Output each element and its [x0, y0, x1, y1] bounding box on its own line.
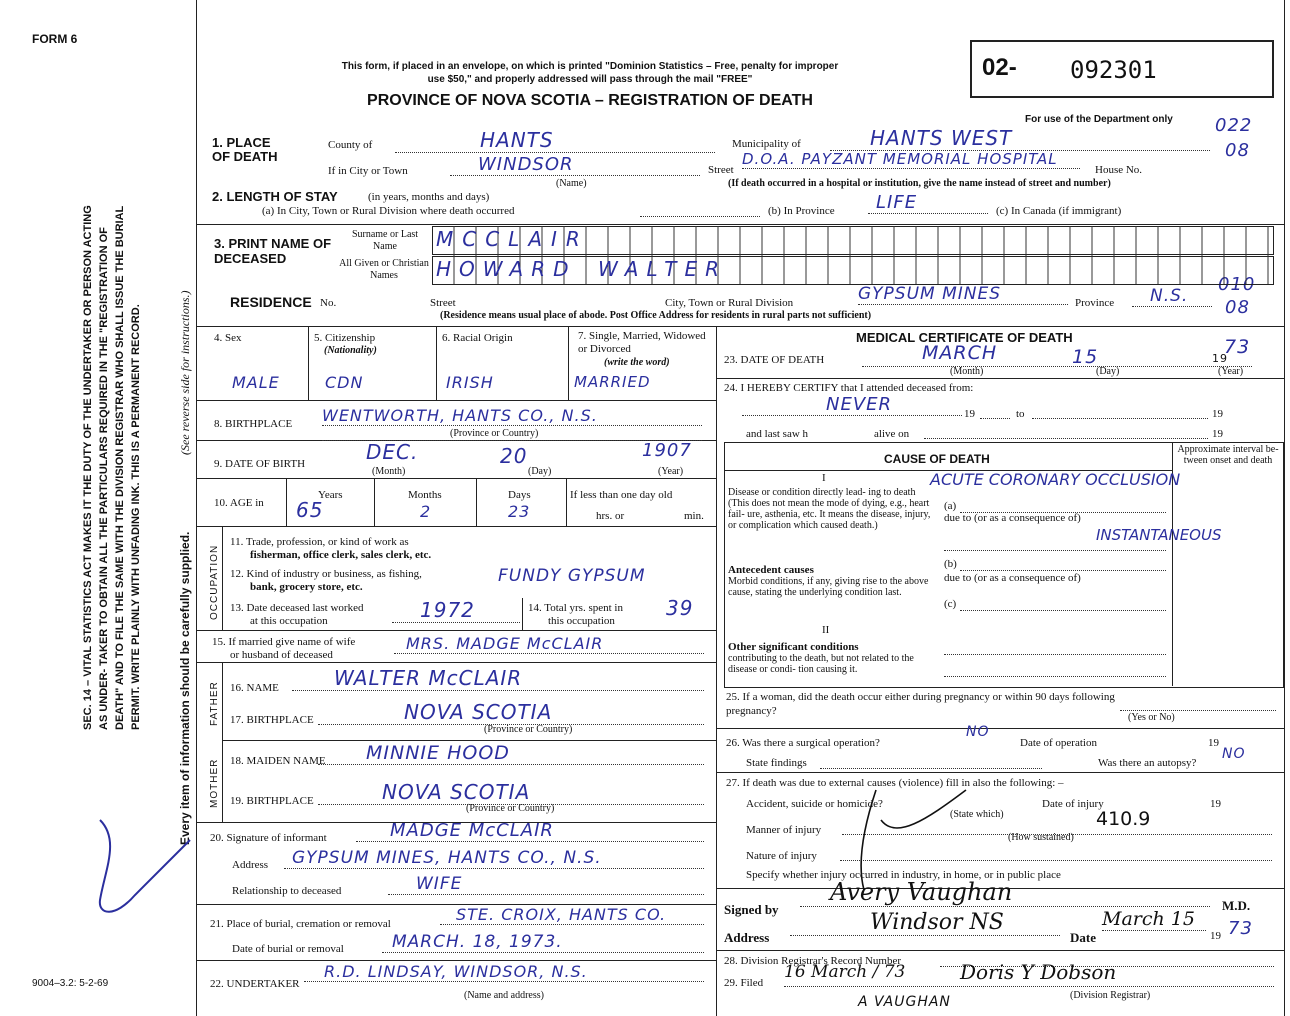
part2-label: II [822, 624, 830, 636]
form-number: FORM 6 [32, 32, 78, 46]
residence-hint: (Residence means usual place of abode. Post Office Address for residents in rural parts not sufficient) [440, 310, 872, 321]
place-of-death-label: 1. PLACE OF DEATH [212, 135, 278, 164]
county-value: HANTS [395, 128, 715, 153]
surname-label: Surname or Last Name [351, 229, 419, 252]
side-instructions: SEC. 14 – VITAL STATISTICS ACT MAKES IT THE DUTY OF THE UNDERTAKER OR PERSON ACTING AS UNDER- TAKER TO OBTAIN ALL THE PARTICULARS REQUIRED IN THE "REGISTRATION OF DEATH" AND TO FILE THE SAME WITH THE DIVISION REGISTRAR WHO SHALL ISSUE THE BURIAL PERMIT. WRITE PLAINLY WITH UNFADING INK. THIS IS A PERMANENT RECORD. [82, 205, 142, 730]
city-label: If in City or Town [328, 165, 408, 177]
cause-b-line [960, 570, 1166, 571]
stay-c-label: (c) In Canada (if immigrant) [996, 205, 1122, 217]
injury-date-label: Date of injury [1042, 798, 1104, 810]
dob-label: 9. DATE OF BIRTH [214, 458, 306, 470]
father-name-value: WALTER McCLAIR [292, 666, 704, 691]
cause-b-label: (b) [944, 558, 957, 570]
stay-b-label: (b) In Province [768, 205, 835, 217]
stay-hint: (in years, months and days) [368, 191, 490, 203]
mother-bp-hint: (Province or Country) [466, 803, 555, 814]
form-title: PROVINCE OF NOVA SCOTIA – REGISTRATION OF DEATH [367, 92, 813, 109]
medical-title: MEDICAL CERTIFICATE OF DEATH [856, 330, 1073, 345]
racial-label: 6. Racial Origin [442, 332, 513, 344]
burial-place: STE. CROIX, HANTS CO. [440, 905, 704, 925]
how-sustained-hint: (How sustained) [1008, 832, 1074, 843]
citizenship-label: 5. Citizenship [314, 332, 376, 344]
op-date-19: 19 [1208, 737, 1219, 749]
reg-prefix: 02- [982, 54, 1017, 81]
other-line-1 [944, 654, 1166, 655]
municipality-label: Municipality of [732, 138, 801, 150]
side-note-careful: Every item of information should be carefully supplied. [178, 531, 192, 845]
industry-value: FUNDY GYPSUM [498, 566, 646, 586]
name-hint: (Name) [556, 178, 587, 189]
other-label: contributing to the death, but not related to the disease or condi- tion causing it. [728, 653, 914, 675]
cause-a-value: ACUTE CORONARY OCCLUSION [930, 470, 1181, 489]
mother-bp-label: 19. BIRTHPLACE [230, 795, 314, 807]
alive-line [924, 438, 1208, 439]
attended-line-a [980, 418, 1010, 419]
burial-date-label: Date of burial or removal [232, 943, 344, 955]
other-title: Other significant conditions [728, 641, 859, 653]
father-name-label: 16. NAME [230, 682, 279, 694]
state-findings-line [820, 768, 1042, 769]
length-of-stay-label: 2. LENGTH OF STAY [212, 189, 338, 204]
accident-label: Accident, suicide or homicide? [746, 798, 883, 810]
stay-a-label: (a) In City, Town or Rural Division where death occurred [262, 205, 515, 217]
q25-line [1120, 710, 1276, 711]
residence-city-label: City, Town or Rural Division [665, 297, 794, 309]
relation-value: WIFE [388, 874, 704, 895]
q27-label: 27. If death was due to external causes (violence) fill in also the following: – [726, 777, 1064, 789]
mother-name-value: MINNIE HOOD [318, 742, 704, 765]
residence-street-label: Street [430, 297, 456, 309]
cert-date-label: Date [1070, 930, 1096, 945]
undertaker-hint: (Name and address) [464, 990, 544, 1001]
state-findings-label: State findings [746, 757, 807, 769]
age-label: 10. AGE in [214, 497, 264, 509]
marital-value: MARRIED [574, 373, 651, 391]
relation-label: Relationship to deceased [232, 885, 342, 897]
hrs-label: hrs. or [596, 510, 625, 522]
informant-signature: MADGE McCLAIR [356, 820, 704, 842]
residence-city-value: GYPSUM MINES [858, 284, 1068, 305]
trade-label: 11. Trade, profession, or kind of work as fisherman, office clerk, sales clerk, etc. [230, 536, 432, 561]
residence-no-label: No. [320, 297, 337, 309]
dob-year: 1907 [642, 440, 692, 461]
mother-name-label: 18. MAIDEN NAME [230, 755, 326, 767]
min-label: min. [684, 510, 704, 522]
attended-value: NEVER [742, 394, 962, 416]
surname-value: MCCLAIR [436, 227, 589, 251]
cause-a-due-line [944, 550, 1166, 551]
part1-label: I [822, 472, 826, 484]
racial-value: IRISH [446, 373, 494, 392]
informant-sig-label: 20. Signature of informant [210, 832, 327, 844]
given-name-2: WALTER [598, 257, 727, 281]
reg-number: 092301 [1070, 56, 1157, 84]
certify-label: 24. I HEREBY CERTIFY that I attended deceased from: [724, 382, 974, 394]
dept-note: For use of the Department only [1025, 114, 1173, 125]
interval-label: Approximate interval be- tween onset and death [1177, 444, 1279, 466]
print-code: 9004–3.2: 5-2-69 [32, 978, 109, 989]
q26-value: NO [966, 724, 990, 740]
dob-day: 20 [500, 444, 528, 468]
cause-c-label: (c) [944, 598, 957, 610]
occupation-side-label: OCCUPATION [209, 544, 220, 620]
marital-hint: (write the word) [604, 357, 670, 368]
dod-year: 73 [1224, 336, 1251, 358]
cert-date-year: 73 [1228, 918, 1253, 939]
residence-label: RESIDENCE [230, 294, 312, 310]
father-side-label: FATHER [209, 681, 220, 726]
dob-month: DEC. [366, 440, 419, 464]
birthplace-value: WENTWORTH, HANTS CO., N.S. [322, 406, 702, 426]
mother-side-label: MOTHER [209, 758, 220, 808]
dod-label: 23. DATE OF DEATH [724, 354, 825, 366]
spouse-label: 15. If married give name of wife or husband of deceased [212, 636, 356, 661]
last-worked-label: 13. Date deceased last worked at this occupation [230, 602, 364, 627]
signed-by-label: Signed by [724, 902, 779, 917]
cause-a-due: due to (or as a consequence of) [944, 512, 1081, 524]
name-label: 3. PRINT NAME OF DECEASED [214, 236, 332, 266]
cause-title: CAUSE OF DEATH [884, 452, 990, 466]
stay-b-value: LIFE [868, 192, 988, 214]
city-value: WINDSOR [450, 154, 700, 176]
burial-date: MARCH. 18, 1973. [382, 932, 704, 953]
father-bp-value: NOVA SCOTIA [318, 700, 704, 725]
attended-19-b: 19 [1212, 408, 1223, 420]
birthplace-label: 8. BIRTHPLACE [214, 418, 293, 430]
given-label: All Given or Christian Names [339, 258, 429, 281]
total-years-value: 39 [666, 596, 694, 620]
antecedent-label: Morbid conditions, if any, giving rise to the above cause, stating the underlying condition last. [728, 576, 929, 598]
dept-code-2: 08 [1225, 140, 1250, 161]
birthplace-hint: (Province or Country) [450, 428, 539, 439]
undertaker-value: R.D. LINDSAY, WINDSOR, N.S. [304, 962, 704, 982]
q25-label: 25. If a woman, did the death occur either during pregnancy or within 90 days following pregnancy? [726, 691, 1115, 717]
stay-a-line [640, 216, 760, 217]
residence-province-label: Province [1075, 297, 1115, 309]
margin-signature-mark [60, 800, 200, 930]
doctor-address: Windsor NS [790, 910, 1060, 936]
father-bp-label: 17. BIRTHPLACE [230, 714, 314, 726]
dept-code-1: 022 [1215, 115, 1253, 136]
informant-address: GYPSUM MINES, HANTS CO., N.S. [284, 848, 704, 869]
dod-day: 15 [1072, 346, 1099, 368]
dod-month: MARCH [922, 342, 998, 364]
industry-label: 12. Kind of industry or business, as fishing, bank, grocery store, etc. [230, 568, 422, 593]
alive-19: 19 [1212, 428, 1223, 440]
age-years-value: 65 [296, 498, 324, 522]
cause-c-line [960, 610, 1166, 611]
md-label: M.D. [1222, 898, 1251, 913]
dod-year-prefix: 19 [1212, 352, 1228, 365]
manner-code: 410.9 [1096, 808, 1151, 830]
age-days-value: 23 [508, 502, 531, 521]
undertaker-label: 22. UNDERTAKER [210, 978, 300, 990]
side-note-reverse: (See reverse side for instructions.) [178, 290, 192, 455]
q25-hint: (Yes or No) [1128, 712, 1175, 723]
specify-label: Specify whether injury occurred in industry, in home, or in public place [746, 869, 1061, 881]
cert-date-19: 19 [1210, 930, 1221, 942]
spouse-value: MRS. MADGE McCLAIR [394, 634, 704, 654]
total-years-label: 14. Total yrs. spent in this occupation [528, 602, 623, 627]
autopsy-value: NO [1222, 746, 1246, 762]
county-label: County of [328, 139, 373, 151]
registrar-hint: (Division Registrar) [1070, 990, 1151, 1001]
state-which-hint: (State which) [950, 809, 1004, 820]
dod-day-hint: (Day) [1096, 366, 1120, 377]
house-label: House No. [1095, 164, 1143, 176]
other-line-2 [944, 676, 1166, 677]
sex-value: MALE [232, 373, 280, 392]
last-worked-value: 1972 [392, 598, 520, 623]
doctor-address-label: Address [724, 930, 770, 945]
direct-label: Disease or condition directly lead- ing to death (This does not mean the mode of dying, e.g., heart fail- ure, asthenia, etc. It means the disease, injury, or complication which caused death.) [728, 487, 931, 531]
burial-place-label: 21. Place of burial, cremation or removal [210, 918, 391, 930]
op-date-label: Date of operation [1020, 737, 1097, 749]
marital-label: 7. Single, Married, Widowed or Divorced [578, 330, 706, 355]
registrar-signature: Doris Y Dobson [960, 960, 1117, 984]
age-years-label: Years [318, 489, 343, 501]
last-saw-label: and last saw h [746, 428, 809, 440]
age-days-label: Days [508, 489, 531, 501]
dob-year-hint: (Year) [658, 466, 684, 477]
dob-month-hint: (Month) [372, 466, 406, 477]
to-label: to [1016, 408, 1025, 420]
sex-label: 4. Sex [214, 332, 242, 344]
antecedent-title: Antecedent causes [728, 564, 814, 576]
street-value: D.O.A. PAYZANT MEMORIAL HOSPITAL [742, 150, 1080, 169]
nature-label: Nature of injury [746, 850, 817, 862]
age-months-label: Months [408, 489, 442, 501]
signed-by-value: Avery Vaughan [800, 878, 1210, 907]
given-name-1: HOWARD [436, 257, 577, 281]
lessday-label: If less than one day old [570, 489, 673, 501]
mail-notice: This form, if placed in an envelope, on which is printed "Dominion Statistics – Free, penalty for improper use $50," and properly addressed will pass through the mail "FREE" [341, 61, 839, 85]
manner-label: Manner of injury [746, 824, 822, 836]
q29-label: 29. Filed [724, 977, 764, 989]
dod-month-hint: (Month) [950, 366, 984, 377]
residence-province-value: N.S. [1132, 286, 1212, 307]
mother-bp-value: NOVA SCOTIA [318, 780, 704, 805]
municipality-value: HANTS WEST [830, 126, 1210, 151]
filed-date: 16 March / 73 [784, 962, 906, 982]
street-label: Street [708, 164, 734, 176]
dept-code-4: 08 [1225, 297, 1250, 318]
father-bp-hint: (Province or Country) [484, 724, 573, 735]
dob-row [322, 440, 702, 468]
cause-a-due-value: INSTANTANEOUS [1096, 526, 1222, 544]
cause-b-due: due to (or as a consequence of) [944, 572, 1081, 584]
dob-day-hint: (Day) [528, 466, 552, 477]
registration-number-box [970, 40, 1274, 98]
dod-year-hint: (Year) [1218, 366, 1244, 377]
dept-code-3: 010 [1218, 274, 1256, 295]
attended-line-b [1032, 418, 1208, 419]
attended-19-a: 19 [964, 408, 975, 420]
citizenship-value: CDN [325, 373, 364, 392]
citizenship-hint: (Nationality) [324, 345, 377, 356]
autopsy-label: Was there an autopsy? [1098, 757, 1197, 769]
hospital-hint: (If death occurred in a hospital or institution, give the name instead of street and number) [728, 178, 1111, 189]
cert-date: March 15 [1102, 908, 1206, 931]
injury-date-19: 19 [1210, 798, 1221, 810]
q26-label: 26. Was there a surgical operation? [726, 737, 880, 749]
q28-label: 28. Division Registrar's Record Number [724, 955, 902, 967]
alive-label: alive on [874, 428, 910, 440]
cause-a-label: (a) [944, 500, 957, 512]
registrar-stamp: A VAUGHAN [858, 994, 951, 1010]
filed-row [784, 962, 1274, 987]
age-months-value: 2 [420, 502, 432, 521]
informant-address-label: Address [232, 859, 269, 871]
